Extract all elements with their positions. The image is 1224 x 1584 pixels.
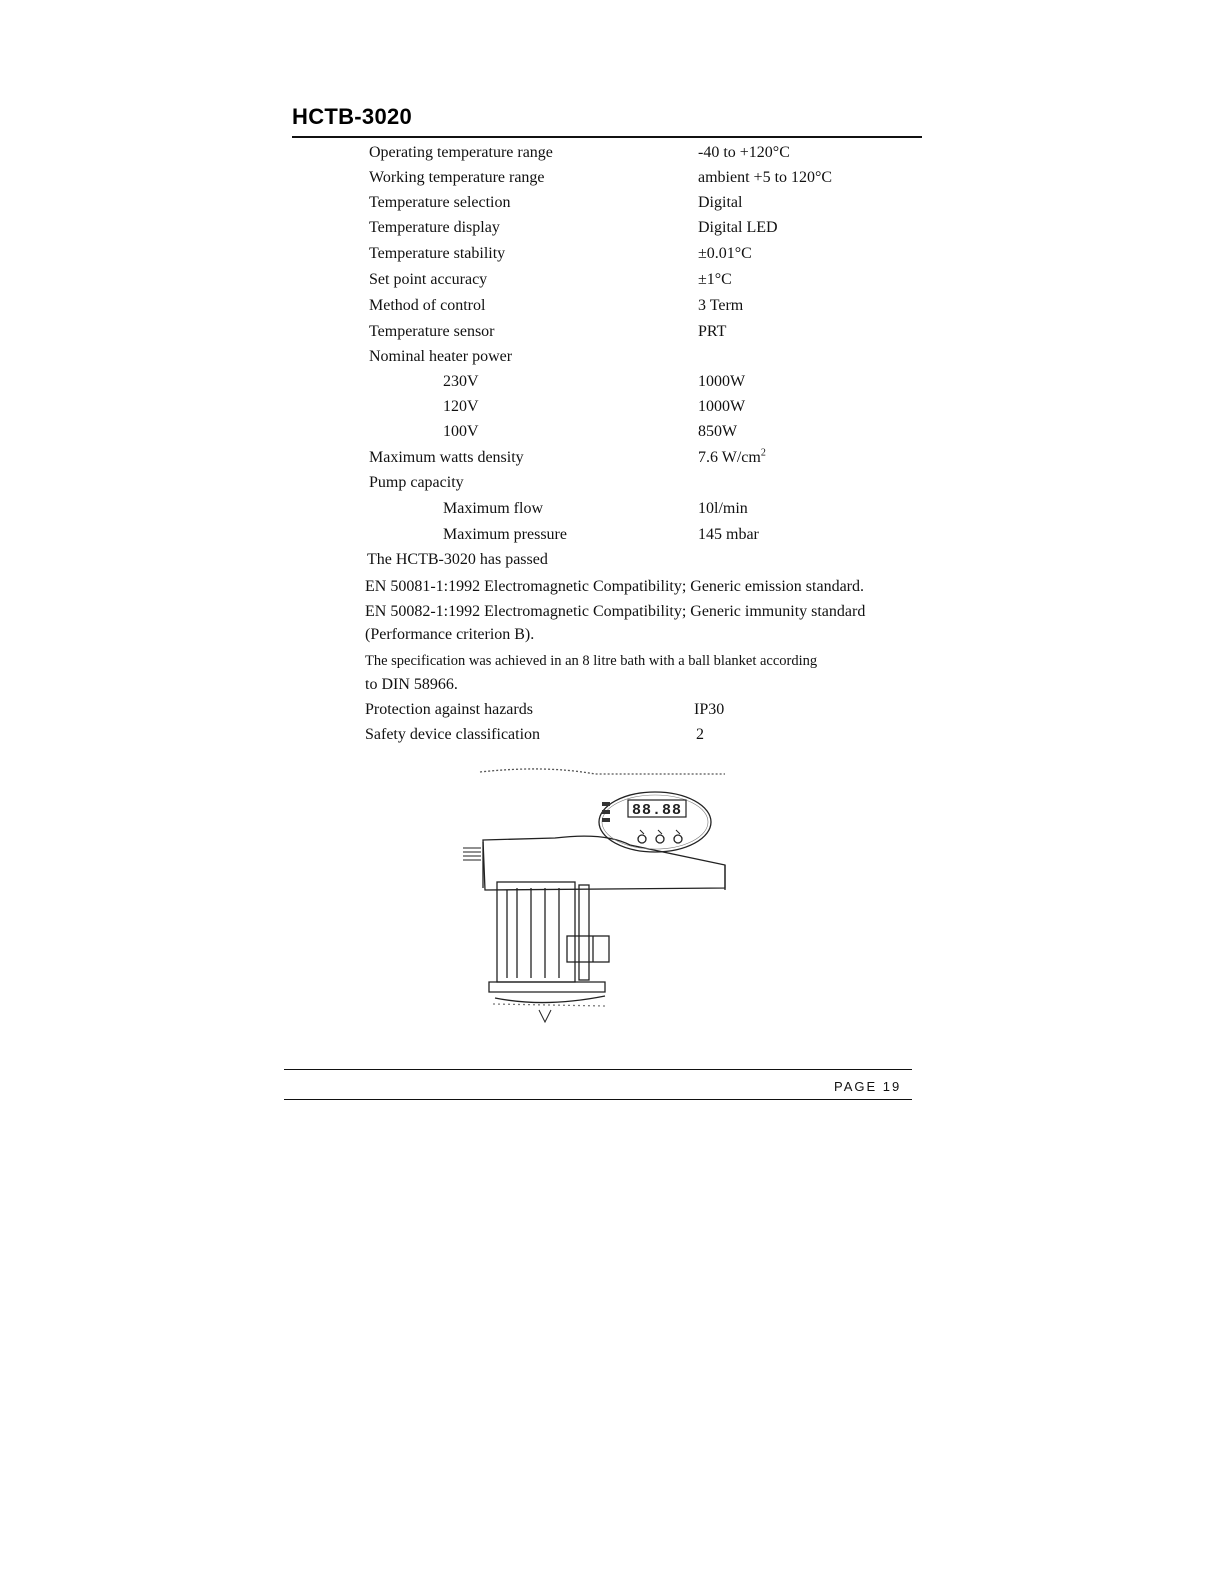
spec-value: [698, 448, 766, 468]
display-readout: 88.88: [631, 802, 683, 819]
spec-label: Pump capacity: [369, 474, 464, 491]
footer-rule-bottom: [284, 1099, 912, 1100]
compliance-line: (Performance criterion B).: [365, 626, 535, 643]
spec-label: Nominal heater power: [369, 348, 513, 365]
spec-note: The specification was achieved in an 8 litre bath with a ball blanket according: [365, 653, 818, 669]
footer-rule-top: [284, 1069, 912, 1070]
thermostat-illustration: [455, 760, 745, 1030]
spec-value: ±1°C: [698, 271, 732, 288]
spec-value: 3 Term: [698, 297, 744, 314]
spec-value: -40 to +120°C: [698, 144, 790, 161]
compliance-line: EN 50082-1:1992 Electromagnetic Compatibility; Generic immunity standard: [365, 603, 866, 620]
spec-note: to DIN 58966.: [365, 676, 458, 693]
spec-value: PRT: [698, 323, 727, 340]
spec-label: Temperature display: [369, 219, 500, 236]
spec-value: 850W: [698, 423, 738, 440]
spec-label: 120V: [443, 398, 479, 415]
spec-value: ±0.01°C: [698, 245, 752, 262]
spec-table: [0, 0, 1224, 760]
spec-label: Maximum pressure: [443, 526, 567, 543]
spec-label: 100V: [443, 423, 479, 440]
safety-label: Protection against hazards: [365, 701, 533, 718]
spec-label: Operating temperature range: [369, 144, 553, 161]
compliance-intro: The HCTB-3020 has passed: [367, 551, 548, 568]
spec-label: 230V: [443, 373, 479, 390]
spec-value: 1000W: [698, 398, 746, 415]
compliance-line: EN 50081-1:1992 Electromagnetic Compatibility; Generic emission standard.: [365, 578, 864, 595]
spec-value: Digital: [698, 194, 743, 211]
spec-value: Digital LED: [698, 219, 778, 236]
page-title: HCTB-3020: [292, 104, 413, 129]
spec-label: Method of control: [369, 297, 486, 314]
spec-label: Maximum watts density: [369, 449, 524, 466]
spec-label: Maximum flow: [443, 500, 543, 517]
spec-value: 10l/min: [698, 500, 748, 517]
safety-label: Safety device classification: [365, 726, 541, 743]
spec-label: Set point accuracy: [369, 271, 488, 288]
spec-value: ambient +5 to 120°C: [698, 169, 833, 186]
spec-label: Temperature stability: [369, 245, 506, 262]
spec-value-text: 7.6 W/cm: [698, 449, 761, 466]
spec-label: Temperature sensor: [369, 323, 495, 340]
safety-value: 2: [696, 726, 704, 743]
spec-value: 145 mbar: [698, 526, 759, 543]
spec-label: Working temperature range: [369, 169, 545, 186]
page-number: PAGE 19: [834, 1079, 902, 1094]
spec-value: 1000W: [698, 373, 746, 390]
safety-value: IP30: [694, 701, 725, 718]
spec-label: Temperature selection: [369, 194, 511, 211]
unit-superscript: 2: [760, 447, 766, 459]
